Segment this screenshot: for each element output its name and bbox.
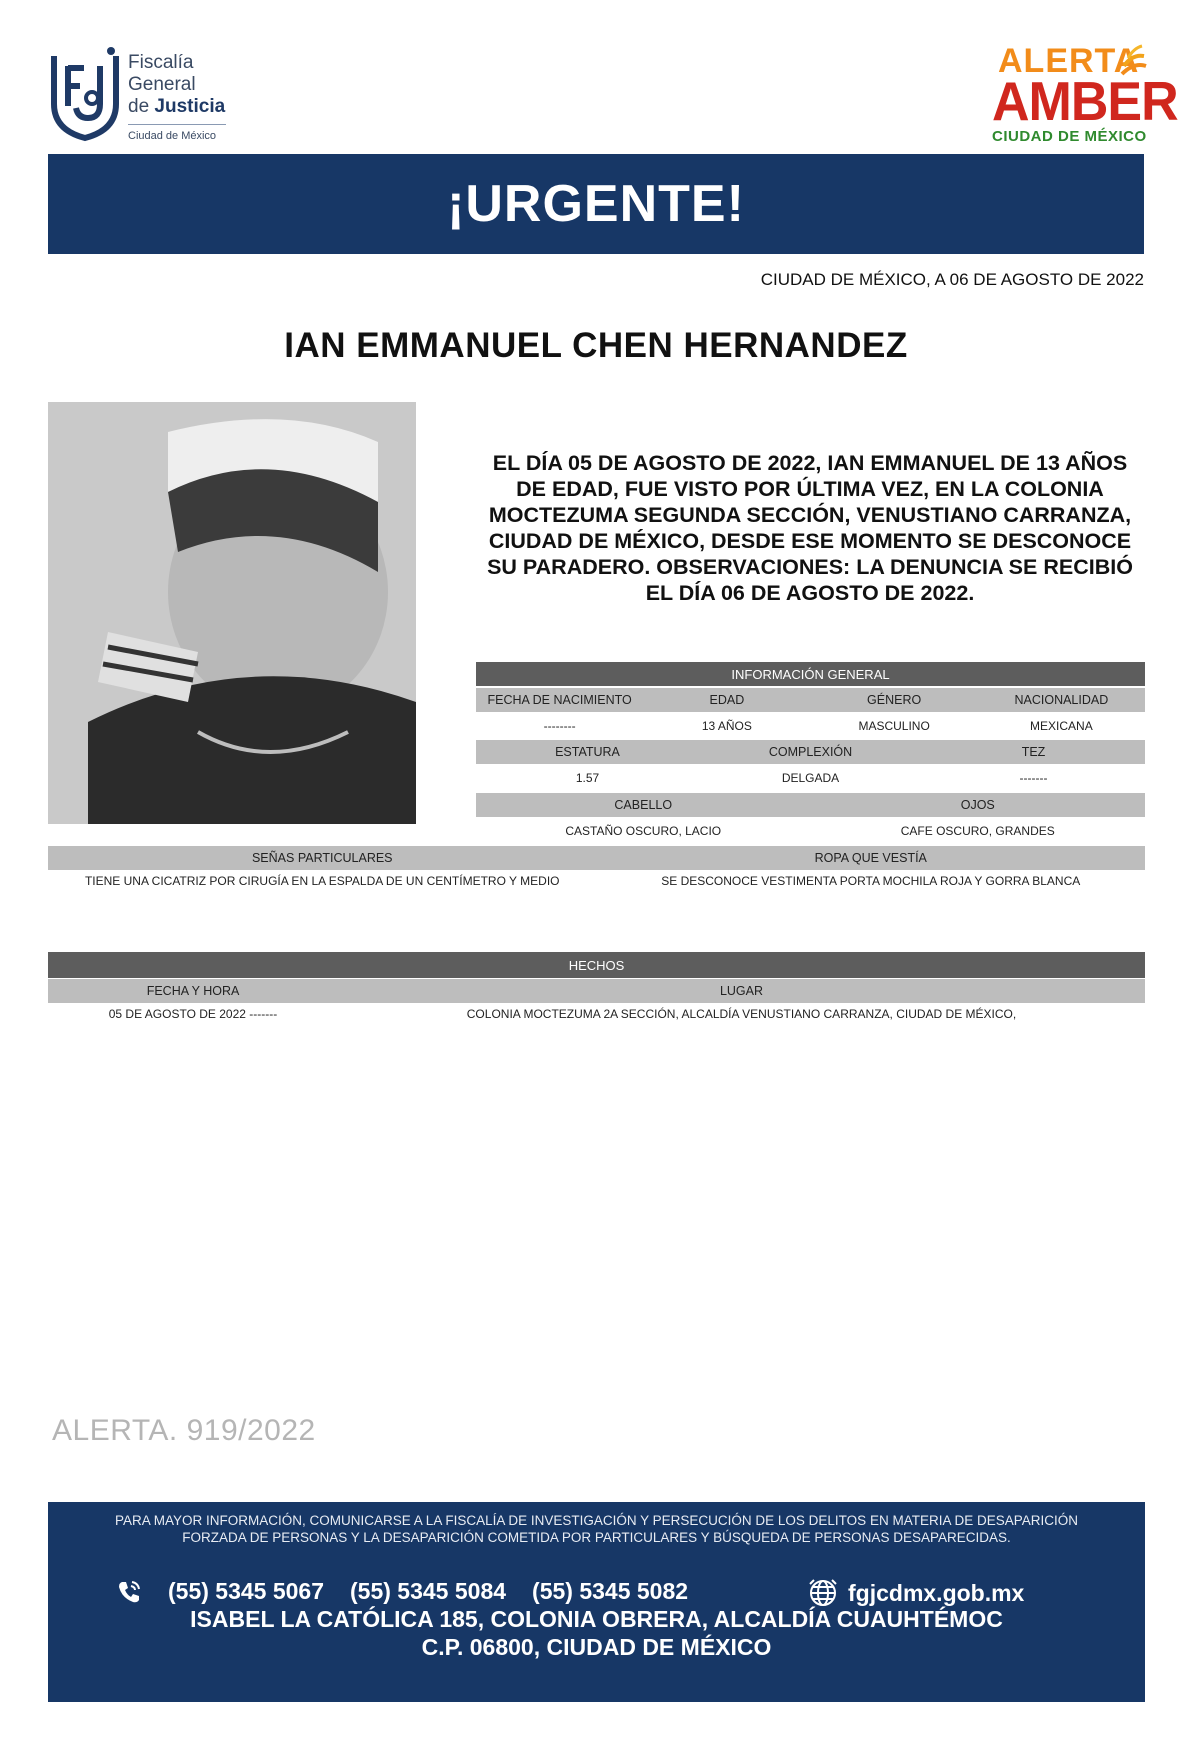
alert-number: ALERTA. 919/2022	[52, 1414, 316, 1447]
header-estatura: ESTATURA	[555, 745, 620, 759]
value-tez: -------	[1019, 771, 1048, 785]
value-ropa: SE DESCONOCE VESTIMENTA PORTA MOCHILA ROJA Y GORRA BLANCA	[661, 874, 1081, 888]
case-description: EL DÍA 05 DE AGOSTO DE 2022, IAN EMMANUEL DE 13 AÑOS DE EDAD, FUE VISTO POR ÚLTIMA VEZ, EN LA COLONIA MOCTEZUMA SEGUNDA SECCIÓN, VENUSTIANO CARRANZA, CIUDAD DE MÉXICO, DESDE ESE MOMENTO SE DESCONOCE SU PARADERO. OBSERVACIONES: LA DENUNCIA SE RECIBIÓ EL DÍA 06 DE AGOSTO DE 2022.	[487, 451, 1133, 605]
info-value-row-1	[476, 714, 1145, 738]
hechos-title: HECHOS	[48, 952, 1145, 978]
website-link[interactable]: fgjcdmx.gob.mx	[848, 1579, 1025, 1606]
footer-info	[48, 1512, 1145, 1546]
footer-website	[808, 1578, 1024, 1608]
footer-address-line-2: C.P. 06800, CIUDAD DE MÉXICO	[421, 1634, 772, 1660]
fgj-de: de	[128, 96, 155, 117]
info-value-row-2	[476, 766, 1145, 790]
info-header-row-1	[476, 688, 1145, 712]
footer-info-line-2: FORZADA DE PERSONAS Y LA DESAPARICIÓN COMETIDA POR PARTICULARES Y BÚSQUEDA DE PERSONAS DESAPARECIDAS.	[182, 1530, 1011, 1545]
value-senas-particulares: TIENE UNA CICATRIZ POR CIRUGÍA EN LA ESPALDA DE UN CENTÍMETRO Y MEDIO	[84, 874, 560, 888]
footer-phones	[116, 1578, 688, 1605]
header-lugar: LUGAR	[719, 984, 764, 998]
phone-number-1[interactable]: (55) 5345 5067	[168, 1578, 325, 1604]
fgj-wordmark	[128, 52, 225, 118]
senas-header-row	[48, 846, 1145, 870]
header-cabello: CABELLO	[614, 798, 673, 812]
missing-person-name: IAN EMMANUEL CHEN HERNANDEZ	[284, 326, 908, 365]
hechos-header-row	[48, 979, 1145, 1003]
senas-value-row	[48, 870, 1145, 892]
fgj-line-1: Fiscalía	[128, 52, 194, 73]
phone-number-2[interactable]: (55) 5345 5084	[350, 1578, 507, 1604]
header-genero: GÉNERO	[867, 693, 922, 707]
header-ropa: ROPA QUE VESTÍA	[814, 851, 927, 865]
fgj-line-3	[128, 96, 225, 118]
header-fecha-nacimiento: FECHA DE NACIMIENTO	[487, 693, 632, 707]
amber-logo-amber: AMBER	[992, 71, 1178, 133]
value-fecha-hora: 05 DE AGOSTO DE 2022 -------	[108, 1007, 278, 1021]
footer-address-line-1: ISABEL LA CATÓLICA 185, COLONIA OBRERA, ALCALDÍA CUAUHTÉMOC	[190, 1606, 1003, 1632]
value-lugar: COLONIA MOCTEZUMA 2A SECCIÓN, ALCALDÍA VENUSTIANO CARRANZA, CIUDAD DE MÉXICO,	[466, 1007, 1017, 1021]
header-senas-particulares: SEÑAS PARTICULARES	[251, 851, 393, 865]
value-complexion: DELGADA	[781, 771, 840, 785]
fgj-subtitle: Ciudad de México	[128, 130, 217, 142]
phone-icon	[116, 1579, 142, 1605]
fgj-justicia: Justicia	[154, 96, 226, 117]
header-edad: EDAD	[709, 693, 745, 707]
footer-info-line-1: PARA MAYOR INFORMACIÓN, COMUNICARSE A LA FISCALÍA DE INVESTIGACIÓN Y PERSECUCIÓN DE LOS DELITOS EN MATERIA DE DESAPARICIÓN	[115, 1513, 1078, 1528]
amber-logo-city: CIUDAD DE MÉXICO	[992, 128, 1147, 145]
header-nacionalidad: NACIONALIDAD	[1014, 693, 1109, 707]
missing-person-photo	[48, 402, 416, 824]
globe-icon	[808, 1578, 838, 1608]
fgj-logo	[48, 46, 122, 142]
amber-logo-alerta: ALERTA	[998, 42, 1140, 80]
urgent-banner: ¡URGENTE!	[48, 154, 1144, 254]
phone-number-3[interactable]: (55) 5345 5082	[532, 1578, 689, 1604]
value-edad: 13 AÑOS	[701, 719, 752, 733]
value-cabello: CASTAÑO OSCURO, LACIO	[565, 824, 722, 838]
header-fecha-hora: FECHA Y HORA	[146, 984, 240, 998]
value-estatura: 1.57	[575, 771, 600, 785]
value-nacionalidad: MEXICANA	[1030, 719, 1093, 733]
footer-contact	[48, 1502, 1145, 1702]
header-tez: TEZ	[1021, 745, 1046, 759]
value-fecha-nacimiento: --------	[543, 719, 576, 733]
info-value-row-3	[476, 819, 1145, 843]
document-date: CIUDAD DE MÉXICO, A 06 DE AGOSTO DE 2022	[760, 270, 1144, 289]
info-header-row-2	[476, 740, 1145, 764]
value-genero: MASCULINO	[858, 719, 930, 733]
header-complexion: COMPLEXIÓN	[768, 745, 853, 759]
fgj-divider	[128, 124, 226, 125]
info-general-title: INFORMACIÓN GENERAL	[476, 662, 1145, 686]
info-header-row-3	[476, 793, 1145, 817]
value-ojos: CAFE OSCURO, GRANDES	[900, 824, 1055, 838]
hechos-value-row	[48, 1003, 1145, 1025]
header-ojos: OJOS	[960, 798, 995, 812]
fgj-line-2: General	[128, 74, 196, 95]
